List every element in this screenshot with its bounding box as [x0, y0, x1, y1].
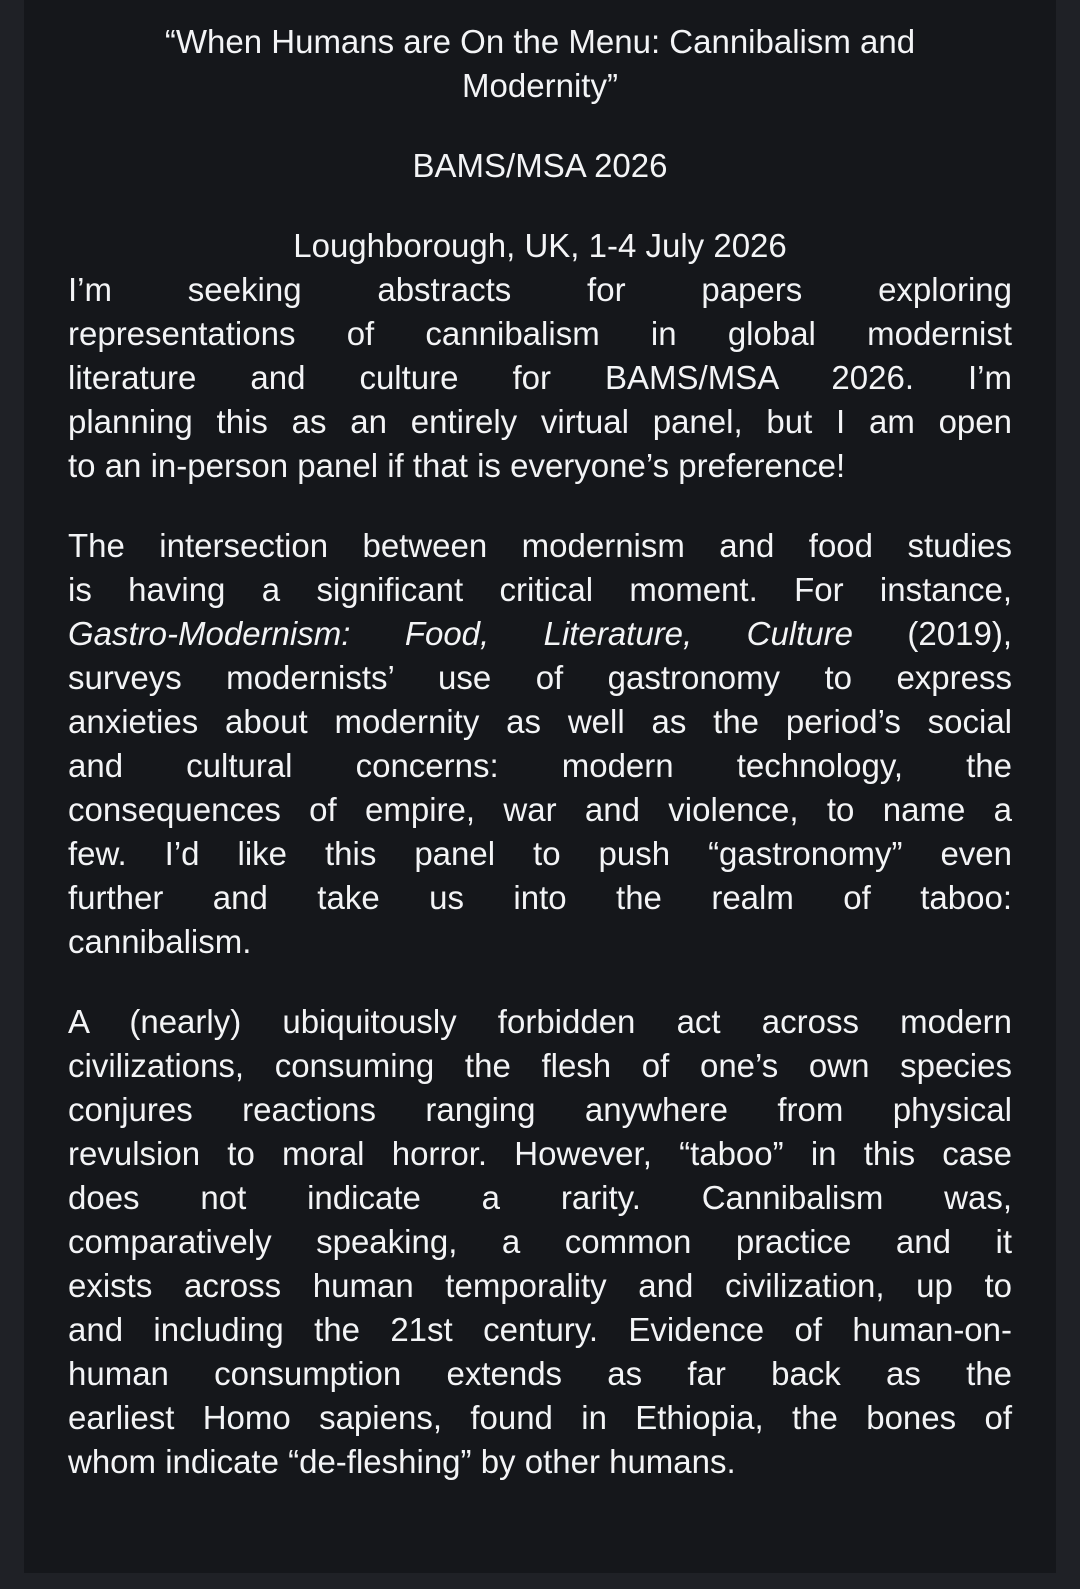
text-segment: human consumption extends as far back as the	[68, 1355, 1012, 1392]
text-line	[68, 312, 1012, 356]
text-segment: further and take us into the realm of taboo:	[68, 879, 1012, 916]
text-line	[68, 524, 1012, 568]
text-segment: comparatively speaking, a common practice and it	[68, 1223, 1012, 1260]
text-segment: is having a significant critical moment. For instance,	[68, 571, 1012, 608]
text-segment: conjures reactions ranging anywhere from physical	[68, 1091, 1012, 1128]
text-segment: earliest Homo sapiens, found in Ethiopia, the bones of	[68, 1399, 1012, 1436]
paragraph	[68, 524, 1012, 964]
text-line	[68, 1176, 1012, 1220]
text-line	[68, 744, 1012, 788]
text-line	[68, 1396, 1012, 1440]
text-line	[68, 1088, 1012, 1132]
text-line	[68, 1132, 1012, 1176]
document-body	[68, 268, 1012, 1484]
text-line	[68, 700, 1012, 744]
text-segment: planning this as an entirely virtual panel, but I am open	[68, 403, 1012, 440]
text-segment: cannibalism.	[68, 923, 252, 960]
text-line	[68, 876, 1012, 920]
text-segment: I’m seeking abstracts for papers exploring	[68, 271, 1012, 308]
conference-name: BAMS/MSA 2026	[412, 147, 668, 184]
text-line	[68, 356, 1012, 400]
document-panel	[24, 0, 1056, 1573]
text-line	[68, 444, 1012, 488]
text-line	[68, 656, 1012, 700]
text-segment: literature and culture for BAMS/MSA 2026. I’m	[68, 359, 1012, 396]
text-segment: whom indicate “de-fleshing” by other humans.	[68, 1443, 736, 1480]
title-line-2: Modernity”	[462, 67, 618, 104]
text-line	[68, 400, 1012, 444]
text-line	[68, 1352, 1012, 1396]
text-line	[68, 612, 1012, 656]
text-segment: The intersection between modernism and food studies	[68, 527, 1012, 564]
text-segment: surveys modernists’ use of gastronomy to express	[68, 659, 1012, 696]
text-segment: A (nearly) ubiquitously forbidden act across modern	[68, 1003, 1012, 1040]
text-line	[68, 1440, 1012, 1484]
title-line-1: “When Humans are On the Menu: Cannibalism and	[164, 23, 916, 60]
text-segment: exists across human temporality and civilization, up to	[68, 1267, 1012, 1304]
text-line	[68, 832, 1012, 876]
text-line	[68, 1308, 1012, 1352]
text-segment: anxieties about modernity as well as the period’s social	[68, 703, 1012, 740]
text-segment: and cultural concerns: modern technology, the	[68, 747, 1012, 784]
text-segment: consequences of empire, war and violence, to name a	[68, 791, 1012, 828]
text-line	[68, 920, 1012, 964]
text-line	[68, 788, 1012, 832]
paragraph	[68, 1000, 1012, 1484]
text-line	[68, 268, 1012, 312]
text-line	[68, 1264, 1012, 1308]
text-segment: and including the 21st century. Evidence of human-on-	[68, 1311, 1012, 1348]
paragraph	[68, 268, 1012, 488]
text-segment: representations of cannibalism in global modernist	[68, 315, 1012, 352]
text-segment: revulsion to moral horror. However, “taboo” in this case	[68, 1135, 1012, 1172]
text-segment: does not indicate a rarity. Cannibalism was,	[68, 1179, 1012, 1216]
text-segment: few. I’d like this panel to push “gastronomy” even	[68, 835, 1012, 872]
text-segment: civilizations, consuming the flesh of one’s own species	[68, 1047, 1012, 1084]
text-line	[68, 1044, 1012, 1088]
italic-text: Gastro-Modernism: Food, Literature, Culture	[68, 615, 854, 652]
text-line	[68, 568, 1012, 612]
text-segment: to an in-person panel if that is everyone’s preference!	[68, 447, 846, 484]
text-line	[68, 1000, 1012, 1044]
location-date: Loughborough, UK, 1-4 July 2026	[293, 227, 787, 264]
page-title	[68, 20, 1012, 108]
text-line	[68, 1220, 1012, 1264]
text-segment: (2019),	[853, 615, 1012, 652]
